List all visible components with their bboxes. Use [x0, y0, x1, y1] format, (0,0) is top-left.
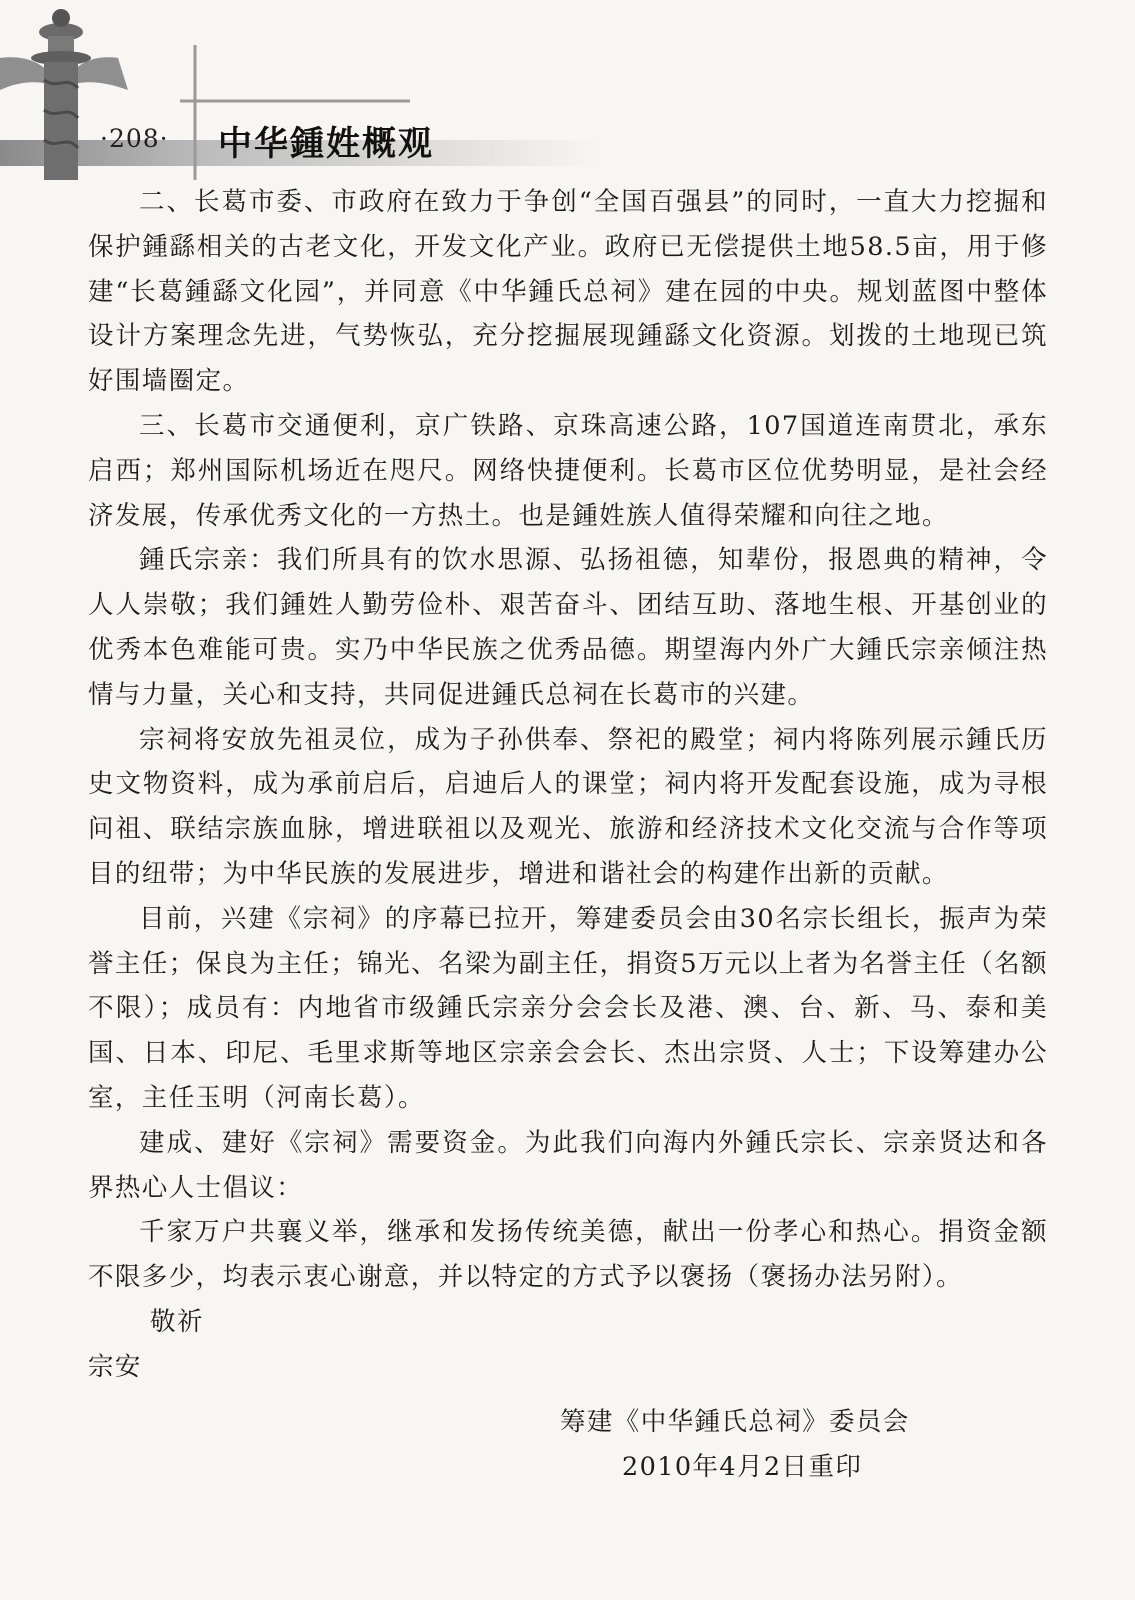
paragraph-3: 鍾氏宗亲：我们所具有的饮水思源、弘扬祖德，知辈份，报恩典的精神，令人人崇敬；我们鍾姓人勤劳俭朴、艰苦奋斗、团结互助、落地生根、开基创业的优秀本色难能可贵。实乃中华民族之优秀品德。期望海内外广大鍾氏宗亲倾注热情与力量，关心和支持，共同促进鍾氏总祠在长葛市的兴建。: [88, 545, 1048, 710]
signature-organization: 筹建《中华鍾氏总祠》委员会: [560, 1407, 910, 1437]
paragraph-4: 宗祠将安放先祖灵位，成为子孙供奉、祭祀的殿堂；祠内将陈列展示鍾氏历史文物资料，成为承前启后，启迪后人的课堂；祠内将开发配套设施，成为寻根问祖、联结宗族血脉，增进联祖以及观光、旅游和经济技术文化交流与合作等项目的纽带；为中华民族的发展进步，增进和谐社会的构建作出新的贡献。: [88, 724, 1048, 889]
paragraph-5: 目前，兴建《宗祠》的序幕已拉开，筹建委员会由30名宗长组长，振声为荣誉主任；保良为主任；锦光、名梁为副主任，捐资5万元以上者为名誉主任（名额不限）；成员有：内地省市级鍾氏宗亲分会会长及港、澳、台、新、马、泰和美国、日本、印尼、毛里求斯等地区宗亲会会长、杰出宗贤、人士；下设筹建办公室，主任玉明（河南长葛）。: [88, 903, 1048, 1113]
paragraph-1: 二、长葛市委、市政府在致力于争创“全国百强县”的同时，一直大力挖掘和保护鍾繇相关的古老文化，开发文化产业。政府已无偿提供土地58.5亩，用于修建“长葛鍾繇文化园”，并同意《中华鍾氏总祠》建在园的中央。规划蓝图中整体设计方案理念先进，气势恢弘，充分挖掘展现鍾繇文化资源。划拨的土地现已筑好围墙圈定。: [88, 187, 1048, 397]
page-header: [0, 0, 1135, 180]
paragraph-6: 建成、建好《宗祠》需要资金。为此我们向海内外鍾氏宗长、宗亲贤达和各界热心人士倡议：: [88, 1127, 1048, 1203]
paragraph-7: 千家万户共襄义举，继承和发扬传统美德，献出一份孝心和热心。捐资金额不限多少，均表示衷心谢意，并以特定的方式予以褒扬（褒扬办法另附）。: [88, 1217, 1048, 1293]
page-number: ·208·: [100, 124, 169, 153]
header-decoration: [0, 0, 1135, 180]
signature-date: 2010年4月2日重印: [622, 1451, 863, 1482]
book-title: 中华鍾姓概观: [218, 124, 434, 164]
signature-block: [560, 1400, 920, 1490]
paragraph-2: 三、长葛市交通便利，京广铁路、京珠高速公路，107国道连南贯北，承东启西；郑州国际机场近在咫尺。网络快捷便利。长葛市区位优势明显，是社会经济发展，传承优秀文化的一方热土。也是鍾姓族人值得荣耀和向往之地。: [88, 410, 1048, 531]
closing-salutation: 敬祈: [150, 1306, 204, 1337]
closing-wish: 宗安: [88, 1351, 142, 1382]
letter-body: [88, 180, 1048, 1390]
